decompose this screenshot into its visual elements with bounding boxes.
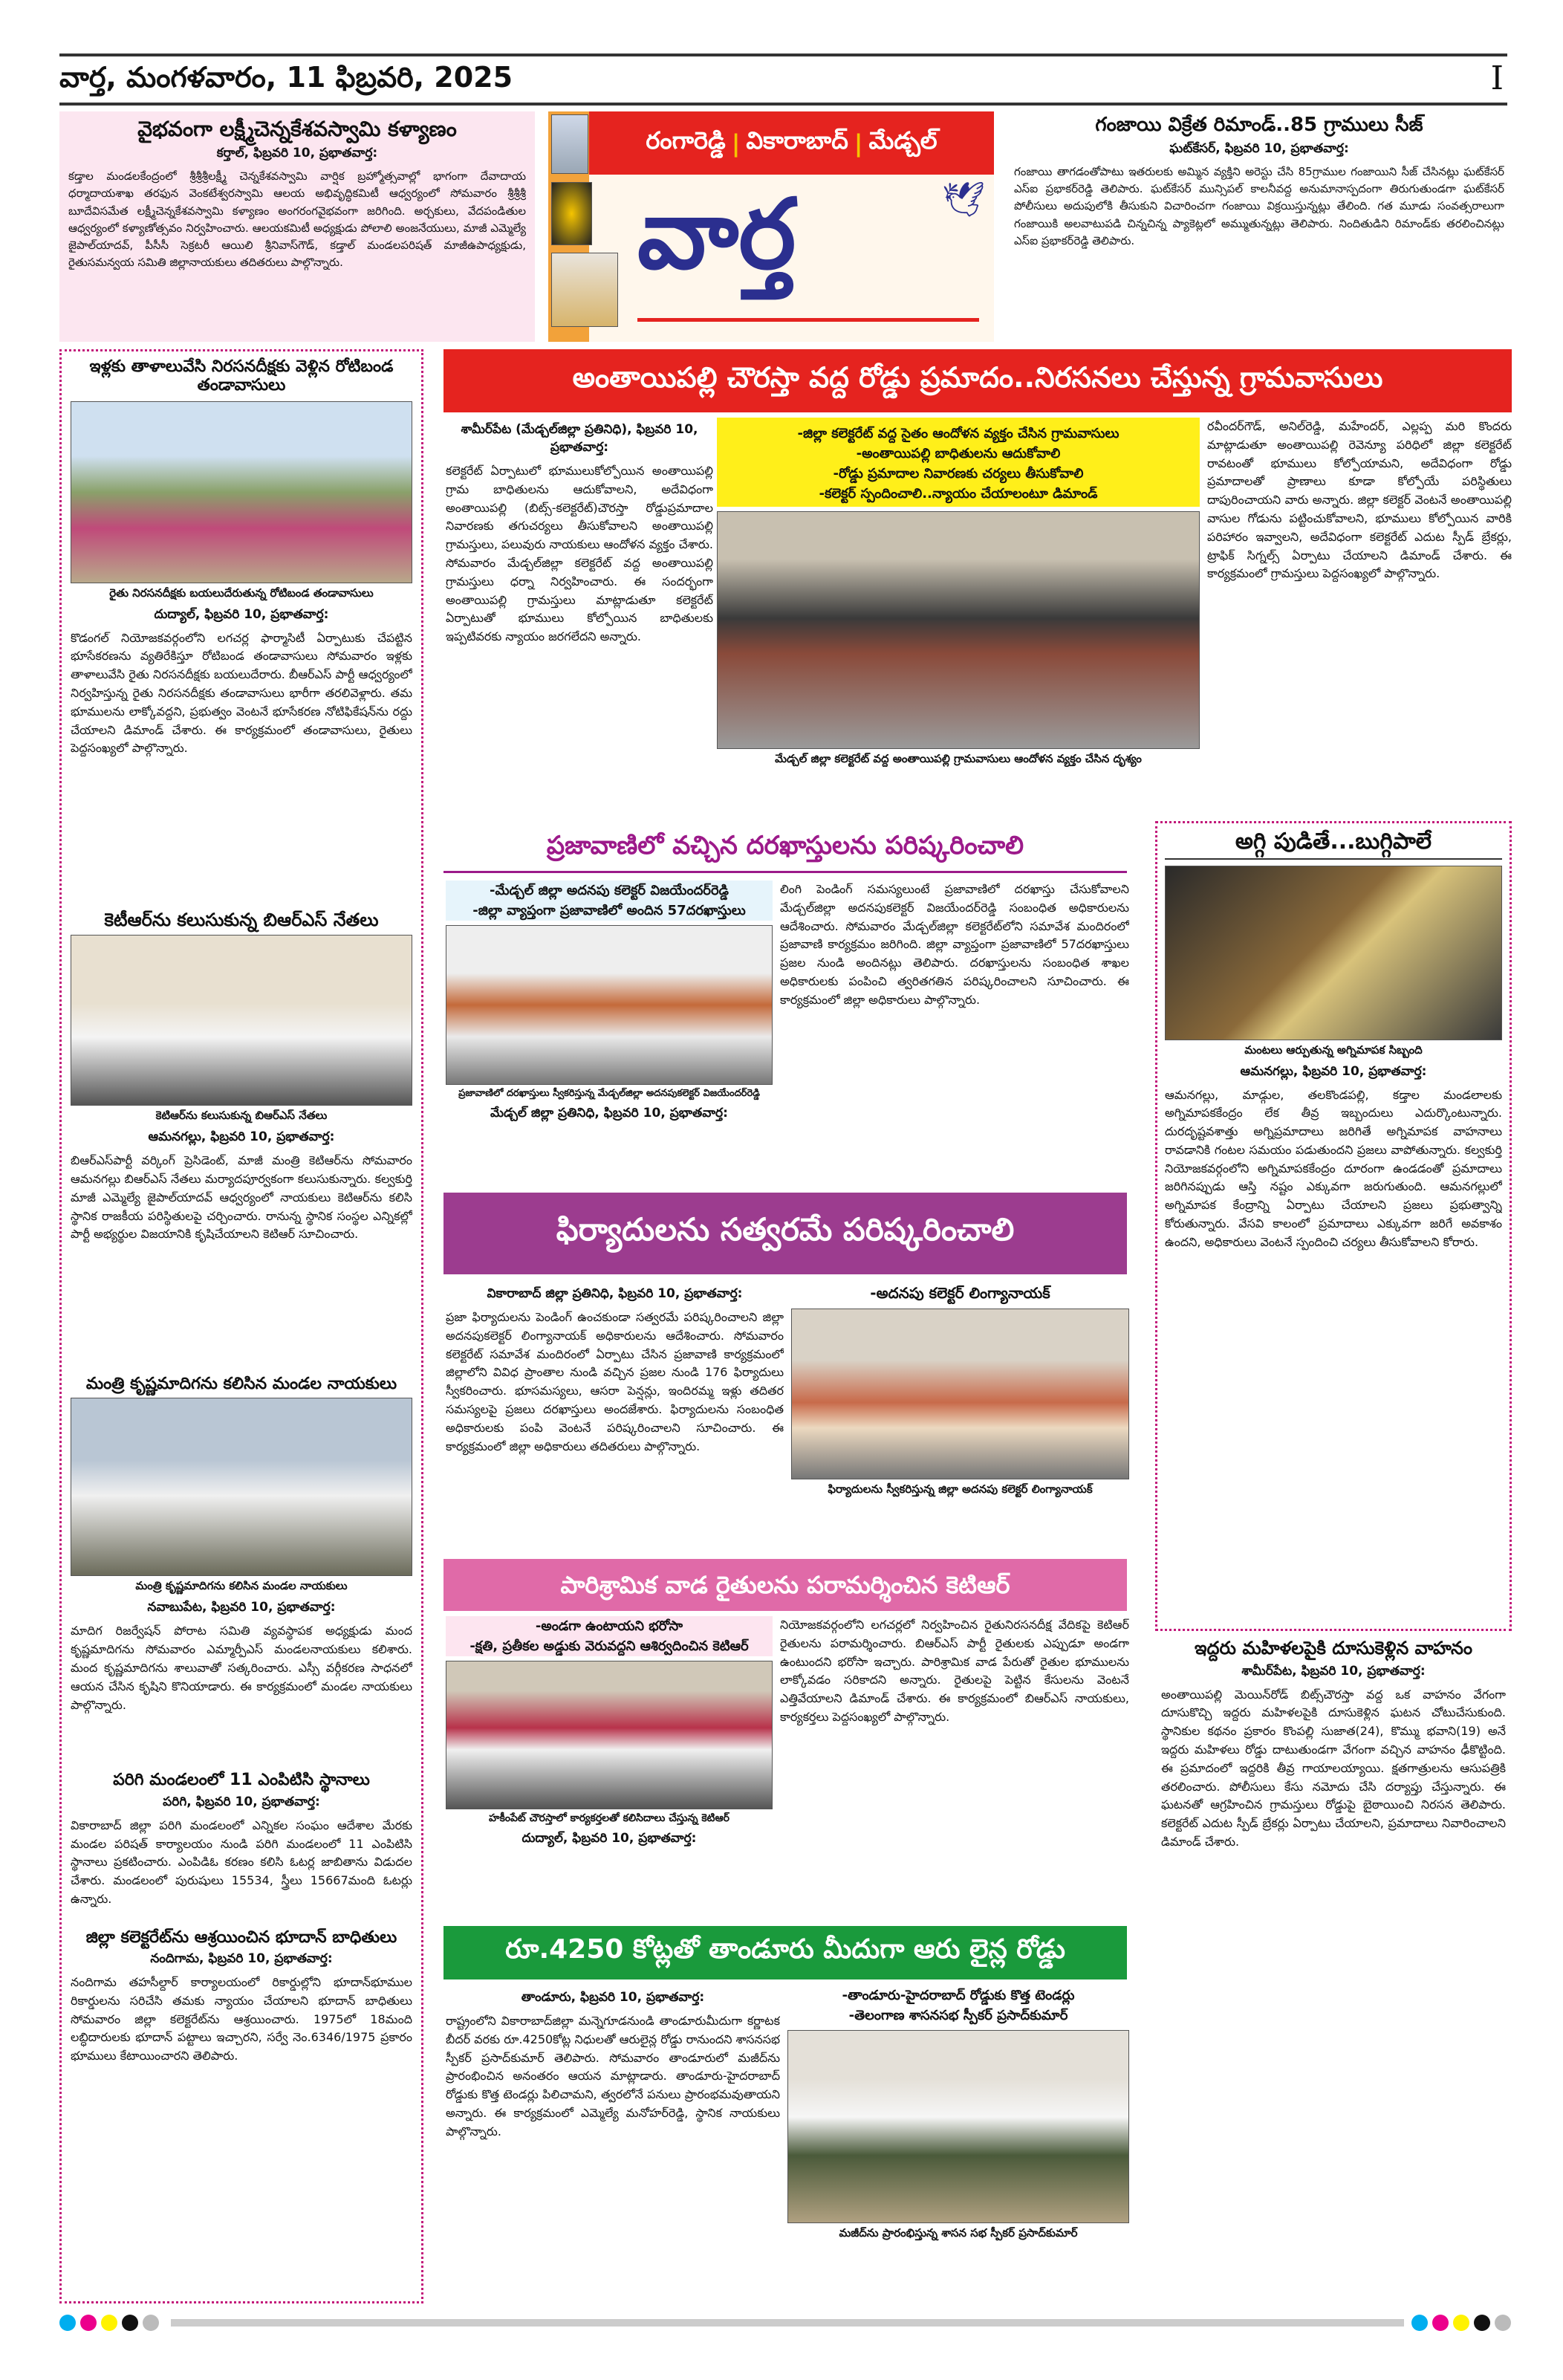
prajavani-body: లింగి పెండింగ్ సమస్యలుంటే ప్రజావాణిలో దరఖాస్తు చేసుకోవాలని మేడ్చల్‌జిల్లా అదనపుకలెక్టర్ విజయేందర్‌రెడ్డి సంబంధిత అధికారులను ఆదేశించారు. సోమవారం మేడ్చల్‌జిల్లా కలెక్టరేట్‌లోని సమావేశ మందిరంలో ప్రజావాణి కార్యక్రమం జరిగింది. జిల్లా వ్యాప్తంగా ప్రజావాణిలో 57దరఖాస్తులు ప్రజల నుండి అందినట్లు తెలిపారు. దరఖాస్తులను సంబంధిత శాఖల అధికారులకు పంపించి త్వరితగతిన పరిష్కరించాలని సూచించారు. ఈ కార్యక్రమంలో జిల్లా అధికారులు పాల్గొన్నారు. [780,882,1129,1007]
dateline: ఆమనగల్లు, ఫిబ్రవరి 10, ప్రభాతవార్త: [148,1129,335,1145]
masthead-rule [59,103,1507,106]
top-rule [59,53,1507,56]
headline: జిల్లా కలెక్టరేట్‌ను ఆశ్రయించిన భూదాన్ బాధితులు [85,1927,397,1947]
highlight: -కలెక్టర్ స్పందించాలి..న్యాయం చేయాలంటూ డిమాండ్ [819,486,1098,502]
roads-col1 [446,1985,780,2298]
ktr-farmers-photo [446,1661,773,1809]
photo-caption: రైతు నిరసనదీక్షకు బయలుదేరుతున్న రోటిబండ తండావాసులు [109,586,374,600]
dateline: దుద్యాల్, ఫిబ్రవరి 10, ప్రభాతవార్త: [154,606,329,622]
dateline: మేడ్చల్ జిల్లా ప్రతినిధి, ఫిబ్రవరి 10, ప్రభాతవార్త: [490,1106,728,1121]
dateline: శామీర్‌పేట, ఫిబ్రవరి 10, ప్రభాతవార్త: [1241,1663,1426,1679]
article-body: కొడంగల్ నియోజకవర్గంలోని లగచర్ల ఫార్మాసిటీ ఏర్పాటుకు చేపట్టిన భూసేకరణను వ్యతిరేకిస్తూ రోటిబండ తండావాసులు సోమవారం ఇళ్లకు తాళాలువేసి రైతు నిరసనదీక్షకు బయలుదేరారు. బీఆర్‌ఎస్ పార్టీ ఆధ్వర్యంలో నిర్వహిస్తున్న రైతు నిరసనదీక్షకు తండావాసులు భారీగా తరలివెళ్లారు. తమ భూములను లాక్కోవద్దని, ప్రభుత్వం వెంటనే భూసేకరణ నోటిఫికేషన్‌ను రద్దు చేయాలని డిమాండ్ చేశారు. ఈ కార్యక్రమంలో తండావాసులు, రైతులు పెద్దసంఖ్యలో పాల్గొన్నారు. [71,630,412,756]
page-number: I [1490,59,1504,97]
ktr-farmers-feature [446,1616,773,1921]
dateline: కర్తాల్, ఫిబ్రవరి 10, ప్రభాతవార్త: [216,146,378,161]
photo-caption: మజీద్‌ను ప్రారంభిస్తున్న శాసన సభ స్పీకర్ ప్రసాద్‌కుమార్ [839,2226,1078,2240]
road-col3: రవీందర్‌గౌడ్, అనిల్‌రెడ్డి, మహేందర్, ఎల్లప్ప మరి కొందరు మాట్లాడుతూ అంతాయిపల్లి రెవెన్యూ పరిధిలో జిల్లా కలెక్టరేట్ రావటంతో భూములు కోల్పోయామని, అదేవిధంగా రోడ్డు ప్రమాదాలతో ప్రాణాలు కూడా కోల్పోయే పరిస్థితులు దాపురించాయని వారు అన్నారు. జిల్లా కలెక్టర్ వెంటనే అంతాయిపల్లి వాసుల గోడును పట్టించుకోవాలని, భూములు కోల్పోయిన వారికి పరిహారం ఇవ్వాలని, అదేవిధంగా కలెక్టరేట్ ఎదుట స్పీడ్ బ్రేకర్లు, ట్రాఫిక్ సిగ్నల్స్ ఏర్పాటు చేయాలని డిమాండ్ చేశారు. ఈ కార్యక్రమంలో గ్రామస్తులు పెద్దసంఖ్యలో పాల్గొన్నారు. [1207,419,1512,581]
headline: ఇద్దరు మహిళలపైకి దూసుకెళ్లిన వాహనం [1194,1638,1473,1658]
district-banner: రంగారెడ్డి | వికారాబాద్ | మేడ్చల్ [589,111,994,175]
headline: ప్రజావాణిలో వచ్చిన దరఖాస్తులను పరిష్కరించాలి [443,821,1127,873]
subhead: -అదనపు కలెక్టర్ లింగ్యానాయక్ [870,1284,1050,1302]
headline: ఇళ్లకు తాళాలువేసి నిరసనదీక్షకు వెళ్లిన రోటిబండ తండావాసులు [89,357,394,395]
temple-image [551,114,588,174]
article-body: వికారాబాద్ జిల్లా పరిగి మండలంలో ఎన్నికల సంఘం ఆదేశాల మేరకు మండల పరిషత్ కార్యాలయం నుండి పరిగి మండలంలో 11 ఎంపిటిసి స్థానాలు ప్రకటించారు. ఎంపిడిఓ కరణం కలిసి ఓటర్ల జాబితాను విడుదల చేశారు. మండలంలో పురుషులు 15534, స్త్రీలు 15667మంది ఓటర్లు ఉన్నారు. [71,1818,412,1906]
headline: కెటీఆర్‌ను కలుసుకున్న బిఆర్‌ఎస్ నేతలు [104,909,379,930]
article-kalyanam [59,111,535,342]
subheads [446,881,773,921]
collectorate-protest-photo [717,511,1200,749]
road-headline-banner: అంతాయిపల్లి చౌరస్తా వద్ద రోడ్డు ప్రమాదం..నిరసనలు చేస్తున్న గ్రామవాసులు [443,349,1512,412]
dateline: ఆమనగల్లు, ఫిబ్రవరి 10, ప్రభాతవార్త: [1240,1063,1427,1079]
ktr-farmers-body: నియోజకవర్గంలోని లగచర్లలో నిర్వహించిన రైతునిరసనదీక్ష వేదికపై కెటిఆర్ రైతులను పరామర్శించారు. బిఆర్‌ఎస్ పార్టీ రైతులకు ఎప్పుడూ అండగా ఉంటుందని భరోసా ఇచ్చారు. పారిశ్రామిక వాడ పేరుతో రైతుల భూములను లాక్కోవడం సరికాదని అన్నారు. రైతులపై పెట్టిన కేసులను వెంటనే ఎత్తివేయాలని డిమాండ్ చేశారు. ఈ కార్యక్రమంలో బిఆర్‌ఎస్ నాయకులు, కార్యకర్తలు పెద్దసంఖ్యలో పాల్గొన్నారు. [780,1618,1129,1724]
district-rangareddy: రంగారెడ్డి [646,126,726,155]
photo-caption: మంత్రి కృష్ణమాదిగను కలిసిన మండల నాయకులు [135,1579,348,1593]
subhead: -క్షతి, ప్రతీకల అడ్డుకు వెరువద్దని ఆశిర్వదించిన కెటిఆర్ [469,1638,749,1654]
dateline: దుద్యాల్, ఫిబ్రవరి 10, ప్రభాతవార్త: [521,1831,697,1846]
subhead: -జిల్లా వ్యాప్తంగా ప్రజావాణిలో అందిన 57దరఖాస్తులు [472,903,746,918]
road-highlights [717,418,1200,507]
highlight: -జిల్లా కలెక్టరేట్ వద్ద సైతం ఆందోళన వ్యక్తం చేసిన గ్రామవాసులు [797,426,1120,441]
headline: అగ్గి పుడితే...బుగ్గిపాలే [1165,829,1502,860]
headline: పరిగి మండలంలో 11 ఎంపిటిసి స్థానాలు [113,1771,370,1790]
headline: గంజాయి విక్రేత రిమాండ్..85 గ్రాములు సీజ్ [1095,114,1423,136]
subhead: -తెలంగాణ శాసనసభ స్పీకర్ ప్రసాద్‌కుమార్ [848,2008,1068,2023]
fire-photo [1165,866,1502,1040]
masthead-date: వార్త, మంగళవారం, 11 ఫిబ్రవరి, 2025 [59,61,513,94]
complaints-col1 [446,1282,784,1549]
color-registration-bar [59,2315,1515,2331]
shrine-image [551,253,618,327]
road-feature [717,418,1200,804]
photo-caption: ఫిర్యాదులను స్వీకరిస్తున్న జిల్లా అదనపు కలెక్టర్ లింగ్యానాయక్ [828,1482,1093,1496]
article-body: గంజాయి తాగడంతోపాటు ఇతరులకు అమ్మిన వ్యక్తిని అరెస్టు చేసి 85గ్రాముల గంజాయిని సీజ్ చేసినట్లు ఘట్‌కేసర్ ఎస్ఐ ప్రభాకర్‌రెడ్డి తెలిపారు. ఘట్‌కేసర్ మున్సిపల్ కాలనీవద్ద అనుమానాస్పదంగా తిరుగుతుండగా ఘట్‌కేసర్ పోలీసులు అదుపులోకి తీసుకుని విచారించగా గంజాయి విక్రయిస్తున్నట్లు తేలింది. గత మూడు సంవత్సరాలుగా గంజాయికి అలవాటుపడి చిన్నచిన్న ప్యాకెట్లలో అమ్ముతున్నట్లు తెలిపారు. నిందితుడిని రిమాండ్‌కు తరలించినట్లు ఎస్ఐ ప్రభాకర్‌రెడ్డి తెలిపారు. [1014,164,1504,247]
dateline: పరిగి, ఫిబ్రవరి 10, ప్రభాతవార్త: [163,1794,320,1809]
photo-caption: కెటిఆర్‌ను కలుసుకున్న బిఆర్‌ఎస్ నేతలు [155,1109,328,1123]
photo-caption: హకీంపేట్ చౌరస్తాలో కార్యకర్తలతో కలిసిదాలు చేస్తున్న కెటిఆర్ [489,1812,729,1824]
highlight: -రోడ్డు ప్రమాదాల నివారణకు చర్యలు తీసుకోవాలి [833,466,1084,481]
roads-headline-banner: రూ.4250 కోట్లతో తాండూరు మీదుగా ఆరు లైన్ల రోడ్డు [443,1926,1127,1979]
complaints-headline-banner: ఫిర్యాదులను సత్వరమే పరిష్కరించాలి [443,1193,1127,1274]
article-body: కలెక్టరేట్ ఏర్పాటులో భూములుకోల్పోయిన అంతాయిపల్లి గ్రామ బాధితులను ఆదుకోవాలని, అదేవిధంగా అంతాయిపల్లి (బిట్స్-కలెక్టరేట్)చౌరస్తా రోడ్డుప్రమాదాల నివారణకు తగుచర్యలు తీసుకోవాలని అంతాయిపల్లి గ్రామస్తులు, పలువురు నాయకులు ఆందోళన వ్యక్తం చేశారు. సోమవారం మేడ్చల్‌జిల్లా కలెక్టరేట్ వద్ద అంతాయిపల్లి గ్రామస్తులు ధర్నా నిర్వహించారు. ఈ సందర్భంగా అంతాయిపల్లి గ్రామస్తులు మాట్లాడుతూ కలెక్టరేట్ ఏర్పాటుతో భూములు కోల్పోయిన బాధితులకు ఇప్పటివరకు న్యాయం జరగలేదని అన్నారు. [446,464,713,644]
ktr-meet-photo [71,935,412,1106]
newspaper-logo [548,111,994,342]
logo-wordmark: వార్త [637,178,796,291]
article-ganja [1007,111,1512,342]
article-body: ఆమనగల్లు, మాడ్గుల, తలకొండపల్లి, కడ్తాల మండలాలకు అగ్నిమాపకకేంద్రం లేక తీవ్ర ఇబ్బందులు ఎదుర్కొంటున్నారు. దురదృష్టవశాత్తు అగ్నిప్రమాదాలు జరిగితే అగ్నిమాపక వాహనాలు రావడానికి గంటల సమయం పడుతుందని ప్రజలు వాపోతున్నారు. కల్వకుర్తి నియోజకవర్గంలోని అగ్నిమాపకకేంద్రం దూరంగా ఉండడంతో ప్రమాదాలు జరిగినప్పుడు ఆస్తి నష్టం ఎక్కువగా జరుగుతుంది. ఆమనగల్లులో అగ్నిమాపక కేంద్రాన్ని ఏర్పాటు చేయాలని ప్రజలు ప్రభుత్వాన్ని కోరుతున్నారు. వేసవి కాలంలో ప్రమాదాలు ఎక్కువగా జరిగే అవకాశం ఉందని, అధికారులు వెంటనే స్పందించి చర్యలు తీసుకోవాలని కోరారు. [1165,1087,1502,1249]
complaints-photo [791,1309,1129,1479]
subheads [787,1985,1129,2026]
article-accident [1155,1638,1512,2292]
highlight: -అంతాయిపల్లి బాధితులను ఆదుకోవాలి [856,446,1061,461]
photo-caption: మేడ్చల్ జిల్లా కలెక్టరేట్ వద్ద అంతాయిపల్లి గ్రామవాసులు ఆందోళన వ్యక్తం చేసిన దృశ్యం [775,752,1142,765]
roads-feature [787,1985,1129,2298]
subhead: -అండగా ఉంటాయని భరోసా [535,1618,683,1634]
district-medchal: మేడ్చల్ [868,126,938,155]
dove-icon: 🕊 [942,179,986,219]
dateline: ఘట్‌కేసర్, ఫిబ్రవరి 10, ప్రభాతవార్త: [1169,140,1349,156]
left-column [59,349,423,2303]
road-col1 [446,418,713,804]
prajavani-feature [446,881,773,1185]
article-body: అంతాయిపల్లి మెయిన్‌రోడ్ బిట్స్‌చౌరస్తా వద్ద ఒక వాహనం వేగంగా దూసుకొచ్చి ఇద్దరు మహిళలపైకి దూసుకెళ్లిన ఘటన చోటుచేసుకుంది. స్థానికుల కథనం ప్రకారం కొంపల్లి సుజాత(24), కొమ్ము భవాని(19) అనే ఇద్దరు మహిళలు రోడ్డు దాటుతుండగా వేగంగా వచ్చిన వాహనం ఢీకొట్టింది. ఈ ప్రమాదంలో ఇద్దరికి తీవ్ర గాయాలయ్యాయి. క్షతగాత్రులను ఆసుపత్రికి తరలించారు. పోలీసులు కేసు నమోదు చేసి దర్యాప్తు చేస్తున్నారు. ఈ ఘటనతో ఆగ్రహించిన గ్రామస్తులు రోడ్డుపై బైఠాయించి నిరసన తెలిపారు. కలెక్టరేట్ ఎదుట స్పీడ్ బ్రేకర్లు ఏర్పాటు చేయాలని, ప్రమాదాలు నివారించాలని డిమాండ్ చేశారు. [1161,1687,1506,1849]
roads-photo [787,2030,1129,2223]
article-body: కడ్తాల మండలకేంద్రంలో శ్రీశ్రీశ్రీలక్ష్మీ చెన్నకేశవస్వామి వార్షిక బ్రహ్మోత్సవాల్లో భాగంగా దేవాదాయ ధర్మాదాయశాఖ తరఫున వెంకటేశ్వరస్వామి ఆలయ అభివృద్ధికమిటీ ఆధ్వర్యంలో సోమవారం శ్రీశ్రీశ్రీ బూదేవిసమేత లక్ష్మీచెన్నకేశవస్వామి కళ్యాణం అంగరంగవైభవంగా జరిగింది. అర్చకులు, వేదపండితుల ఆధ్వర్యంలో కళ్యాణోత్సవం నిర్వహించారు. ఆలయకమిటీ అధ్యక్షుడు పోలాలి అంజనేయులు, మాజీ ఎమ్మెల్యే జైపాల్‌యాదవ్, పీసీసీ సెక్రటరీ ఆయిలి శ్రీనివాస్‌గౌడ్, కడ్తాల్ మండలపరిషత్ మాజీఉపాధ్యక్షుడు, రైతుసమన్వయ సమితి జిల్లానాయకులు తదితరులు పాల్గొన్నారు. [68,169,526,270]
photo-caption: మంటలు ఆర్పుతున్న అగ్నిమాపక సిబ్బంది [1244,1043,1423,1057]
subhead: -తాండూరు-హైదరాబాద్ రోడ్డుకు కొత్త టెండర్లు [842,1988,1075,2003]
article-body: ప్రజా ఫిర్యాదులను పెండింగ్ ఉంచకుండా సత్వరమే పరిష్కరించాలని జిల్లా అదనపుకలెక్టర్ లింగ్యానాయక్ అధికారులను ఆదేశించారు. సోమవారం కలెక్టరేట్ సమావేశ మందిరంలో ఏర్పాటు చేసిన ప్రజావాణి కార్యక్రమంలో జిల్లాలోని వివిధ ప్రాంతాల నుండి వచ్చిన ప్రజల నుండి 176 ఫిర్యాదులు స్వీకరించారు. భూసమస్యలు, ఆసరా పెన్షన్లు, ఇందిరమ్మ ఇళ్లు తదితర సమస్యలపై ప్రజలు దరఖాస్తులు అందజేశారు. ఫిర్యాదులను సంబంధిత అధికారులకు పంపి వెంటనే పరిష్కరించాలని సూచించారు. ఈ కార్యక్రమంలో జిల్లా అధికారులు తదితరులు పాల్గొన్నారు. [446,1310,784,1453]
complaints-feature [791,1282,1129,1549]
headline: వైభవంగా లక్ష్మీచెన్నకేశవస్వామి కళ్యాణం [137,117,457,141]
district-vikarabad: వికారాబాద్ [746,126,848,155]
protest-photo [71,401,412,583]
mandal-photo [71,1398,412,1576]
headline: మంత్రి కృష్ణమాదిగను కలిసిన మండల నాయకులు [85,1375,397,1394]
dateline: నందిగామ, ఫిబ్రవరి 10, ప్రభాతవార్త: [150,1951,333,1967]
article-body: నందిగామ తహసీల్దార్ కార్యాలయంలో రికార్డుల్లోని భూదాన్‌భూముల రికార్డులను సరిచేసి తమకు న్యాయం చేయాలని భూదాన్ బాధితులు సోమవారం జిల్లా కలెక్టరేట్‌ను ఆశ్రయించారు. 1975లో 18మంది లబ్ధిదారులకు భూదాన్ పట్టాలు ఇచ్చారని, సర్వే నెం.6346/1975 ప్రకారం భూములు కేటాయించారని తెలిపారు. [71,1975,412,2063]
dateline: శామీర్‌పేట (మేడ్చల్‌జిల్లా ప్రతినిధి), ఫిబ్రవరి 10, ప్రభాతవార్త: [461,422,698,455]
dateline: వికారాబాద్ జిల్లా ప్రతినిధి, ఫిబ్రవరి 10, ప్రభాతవార్త: [487,1286,743,1301]
dateline: నవాబుపేట, ఫిబ్రవరి 10, ప్రభాతవార్త: [147,1600,336,1615]
headline: పారిశ్రామిక వాడ రైతులను పరామర్శించిన కెటిఆర్ [443,1559,1127,1611]
article-body: రాష్ట్రంలోని వికారాబాద్‌జిల్లా మన్నెగూడనుండి తాండూరుమీదుగా కర్ణాటక బీదర్ వరకు రూ.4250కోట్ల నిధులతో ఆరులైన్ల రోడ్డు రానుందని శాసనసభ స్పీకర్ ప్రసాద్‌కుమార్ తెలిపారు. సోమవారం తాండూరులో మజీద్‌ను ప్రారంభించిన అనంతరం ఆయన మాట్లాడారు. తాండూరు-హైదరాబాద్ రోడ్డుకు కొత్త టెండర్లు పిలిచామని, త్వరలోనే పనులు ప్రారంభమవుతాయని అన్నారు. ఈ కార్యక్రమంలో ఎమ్మెల్యే మనోహర్‌రెడ్డి, స్థానిక నాయకులు పాల్గొన్నారు. [446,2014,780,2139]
article-body: మాదిగ రిజర్వేషన్ పోరాట సమితి వ్యవస్థాపక అధ్యక్షుడు మంద కృష్ణమాదిగను సోమవారం ఎమ్మార్పీఎస్ మండలనాయకులు కలిశారు. మంద కృష్ణమాదిగను శాలువాతో సత్కరించారు. ఎస్సీ వర్గీకరణ సాధనలో ఆయన చేసిన కృషిని కొనియాడారు. ఈ కార్యక్రమంలో మండల నాయకులు పాల్గొన్నారు. [71,1624,412,1712]
subheads [446,1616,773,1656]
dateline: తాండూరు, ఫిబ్రవరి 10, ప్రభాతవార్త: [521,1990,705,2005]
deity-image [551,182,592,245]
prajavani-photo [446,925,773,1085]
subhead: -మేడ్చల్ జిల్లా అదనపు కలెక్టర్ విజయేందర్‌రెడ్డి [490,883,729,898]
article-body: బిఆర్‌ఎస్‌పార్టీ వర్కింగ్ ప్రెసిడెంట్, మాజీ మంత్రి కెటిఆర్‌ను సోమవారం ఆమనగల్లు బిఆర్‌ఎస్ నేతలు మర్యాదపూర్వకంగా కలుసుకున్నారు. కల్వకుర్తి మాజీ ఎమ్మెల్యే జైపాల్‌యాదవ్ ఆధ్వర్యంలో నాయకులు కెటిఆర్‌ను కలిసి స్థానిక రాజకీయ పరిస్థితులపై చర్చించారు. రానున్న స్థానిక సంస్థల ఎన్నికల్లో పార్టీ అభ్యర్థుల విజయానికి కృషిచేయాలని కెటిఆర్ సూచించారు. [71,1153,412,1242]
photo-caption: ప్రజావాణిలో దరఖాస్తులు స్వీకరిస్తున్న మేడ్చల్‌జిల్లా అదనపుకలెక్టర్ విజయేందర్‌రెడ్డి [458,1088,760,1099]
article-fire [1155,821,1512,1631]
